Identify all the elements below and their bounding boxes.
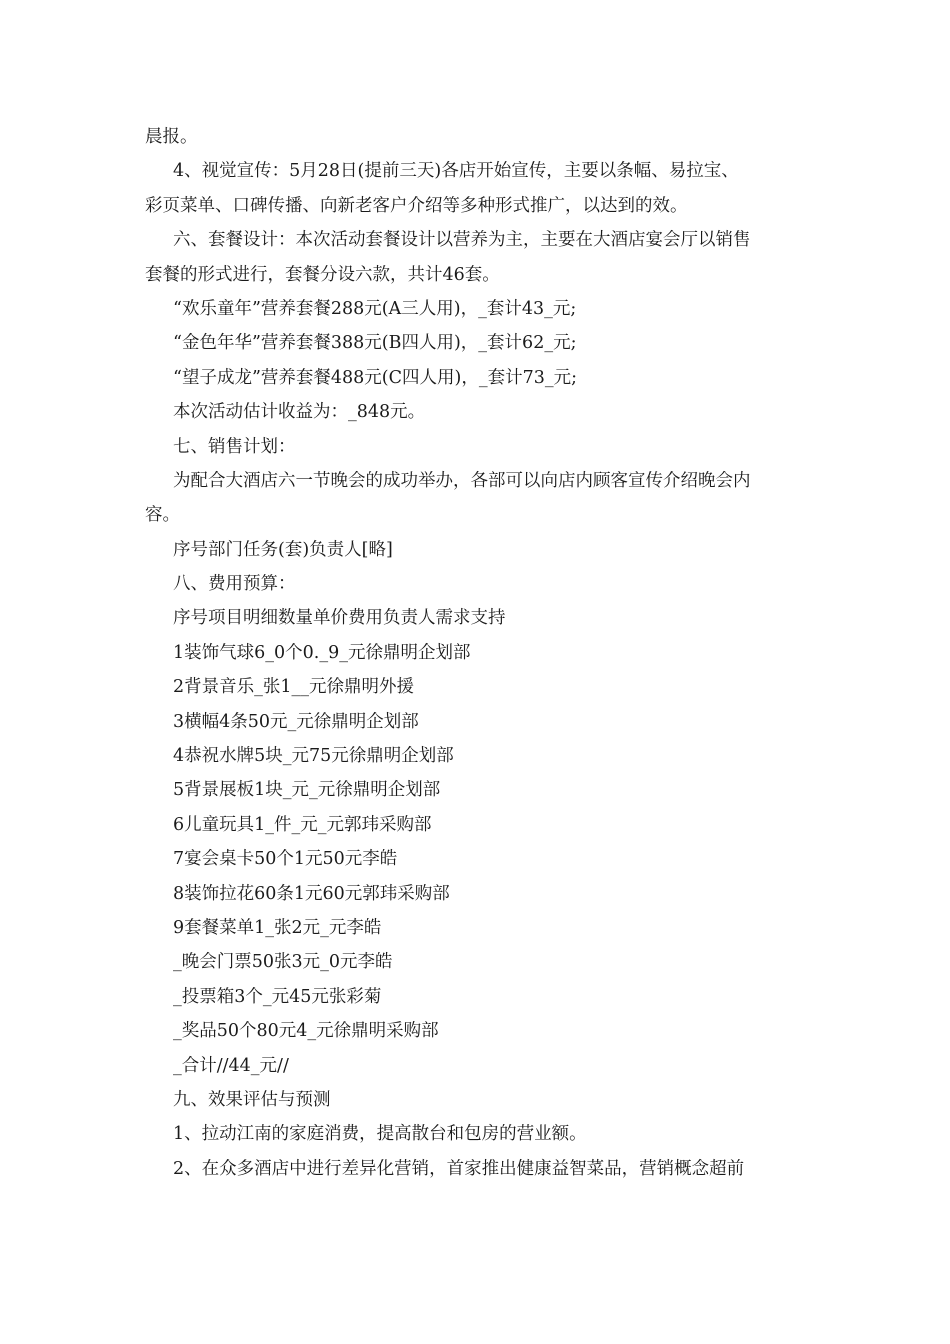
text-line: 8装饰拉花60条1元60元郭玮采购部	[173, 883, 450, 904]
document-body	[145, 120, 810, 1186]
text-line: 1、拉动江南的家庭消费，提高散台和包房的营业额。	[173, 1124, 587, 1145]
text-line: 六、套餐设计：本次活动套餐设计以营养为主，主要在大酒店宴会厅以销售	[173, 230, 751, 251]
text-line: 1装饰气球6_0个0._9_元徐鼎明企划部	[173, 642, 471, 663]
text-line: 套餐的形式进行，套餐分设六款，共计46套。	[145, 264, 500, 285]
text-line: 6儿童玩具1_件_元_元郭玮采购部	[173, 814, 432, 835]
text-line: 序号项目明细数量单价费用负责人需求支持	[173, 608, 506, 629]
text-line: 4、视觉宣传：5月28日(提前三天)各店开始宣传，主要以条幅、易拉宝、	[173, 161, 739, 182]
text-line: “欢乐童年”营养套餐288元(A三人用)，_套计43_元;	[173, 298, 577, 319]
text-line: 九、效果评估与预测	[173, 1089, 331, 1110]
text-line: 容。	[145, 505, 180, 526]
text-line: _奖品50个80元4_元徐鼎明采购部	[173, 1021, 439, 1042]
text-line: 3横幅4条50元_元徐鼎明企划部	[173, 711, 419, 732]
text-line: 为配合大酒店六一节晚会的成功举办，各部可以向店内顾客宣传介绍晚会内	[173, 470, 751, 491]
text-line: “望子成龙”营养套餐488元(C四人用)，_套计73_元;	[173, 367, 578, 388]
text-line: 2背景音乐_张1__元徐鼎明外援	[173, 677, 415, 698]
text-line: 八、费用预算：	[173, 574, 296, 595]
text-line: 5背景展板1块_元_元徐鼎明企划部	[173, 780, 441, 801]
text-line: 9套餐菜单1_张2元_元李皓	[173, 917, 382, 938]
text-line: 七、销售计划：	[173, 436, 296, 457]
text-line: “金色年华”营养套餐388元(B四人用)，_套计62_元;	[173, 333, 577, 354]
text-line: 本次活动估计收益为：_848元。	[173, 402, 426, 423]
text-line: _晚会门票50张3元_0元李皓	[173, 952, 393, 973]
text-line: 4恭祝水牌5块_元75元徐鼎明企划部	[173, 746, 454, 767]
text-line: 晨报。	[145, 127, 198, 147]
text-line: 2、在众多酒店中进行差异化营销，首家推出健康益智菜品，营销概念超前	[173, 1158, 745, 1179]
text-line: 序号部门任务(套)负责人[略]	[173, 539, 393, 560]
text-line: _合计//44_元//	[173, 1055, 289, 1076]
text-line: 彩页菜单、口碑传播、向新老客户介绍等多种形式推广，以达到的效。	[145, 195, 688, 216]
text-line: 7宴会桌卡50个1元50元李皓	[173, 849, 398, 870]
text-line: _投票箱3个_元45元张彩菊	[173, 986, 382, 1007]
